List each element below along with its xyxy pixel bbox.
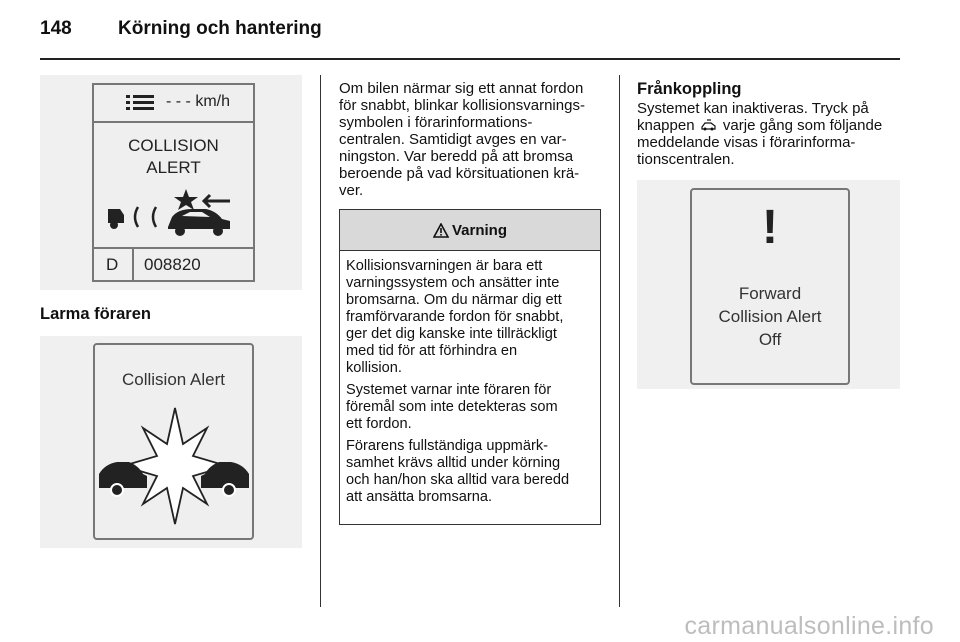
warning-title: Varning bbox=[451, 221, 507, 239]
right-paragraph bbox=[637, 100, 882, 168]
warning-box bbox=[339, 209, 601, 525]
warning-line: bromsarna. Om du närmar dig ett bbox=[346, 292, 562, 308]
section-heading-disable: Frånkoppling bbox=[637, 80, 742, 98]
column-divider-2 bbox=[619, 75, 620, 607]
fca-line-3: Off bbox=[758, 330, 782, 349]
gear-indicator: D bbox=[106, 255, 119, 274]
middle-line: ver. bbox=[339, 182, 364, 199]
middle-line: symbolen i förarinformations- bbox=[339, 114, 533, 131]
middle-line: beroende på vad körsituationen krä- bbox=[339, 165, 580, 182]
fca-line-1: Forward bbox=[738, 284, 802, 303]
column-divider-1 bbox=[320, 75, 321, 607]
warning-line: att ansätta bromsarna. bbox=[346, 489, 493, 505]
alert-line-1: COLLISION bbox=[128, 136, 219, 155]
page-title: Körning och hantering bbox=[118, 18, 322, 39]
right-line-start: knappen bbox=[637, 117, 695, 134]
collision-alert-title: Collision Alert bbox=[122, 370, 225, 389]
alert-line-2: ALERT bbox=[146, 158, 201, 177]
collision-alert-text bbox=[94, 135, 253, 179]
warning-line: Kollisionsvarningen är bara ett bbox=[346, 258, 543, 274]
section-heading-alert: Larma föraren bbox=[40, 305, 151, 323]
fca-off-message bbox=[692, 282, 848, 351]
speed-readout: - - - km/h bbox=[166, 93, 230, 110]
fca-off-panel bbox=[690, 188, 850, 385]
fca-line-2: Collision Alert bbox=[718, 307, 822, 326]
warning-line: ett fordon. bbox=[346, 416, 412, 432]
right-line: meddelande visas i förarinforma- bbox=[637, 134, 856, 151]
collision-warning-icon bbox=[106, 189, 246, 241]
middle-line: för snabbt, blinkar kollisionsvarnings- bbox=[339, 97, 585, 114]
right-line: Systemet kan inaktiveras. Tryck på bbox=[637, 100, 869, 117]
warning-line: samhet krävs alltid under körning bbox=[346, 455, 561, 471]
warning-line: Förarens fullständiga uppmärk- bbox=[346, 438, 548, 454]
warning-line: kollision. bbox=[346, 360, 402, 376]
middle-line: Om bilen närmar sig ett annat fordon bbox=[339, 80, 584, 97]
odometer-readout: 008820 bbox=[144, 255, 201, 274]
header-rule bbox=[40, 58, 900, 60]
page-number: 148 bbox=[40, 18, 72, 39]
warning-line: och han/hon ska alltid vara beredd bbox=[346, 472, 570, 488]
display-bottom-divider bbox=[132, 249, 134, 280]
figure-collision-alert bbox=[40, 336, 302, 548]
right-line-end: varje gång som följande bbox=[722, 117, 883, 134]
display-panel bbox=[92, 83, 255, 282]
right-line bbox=[637, 117, 882, 134]
collision-alert-panel bbox=[93, 343, 254, 540]
middle-paragraph bbox=[339, 80, 585, 199]
figure-cluster-display bbox=[40, 75, 302, 290]
warning-triangle-icon bbox=[433, 223, 449, 238]
middle-line: centralen. Samtidigt avges en var- bbox=[339, 131, 567, 148]
middle-line: ningston. Var beredd på att bromsa bbox=[339, 148, 574, 165]
warning-line: Systemet varnar inte föraren för bbox=[346, 382, 552, 398]
warning-line: varningssystem och ansätter inte bbox=[346, 275, 560, 291]
warning-line: föremål som inte detekteras som bbox=[346, 399, 558, 415]
collision-alert-button-icon bbox=[701, 119, 717, 131]
figure-fca-off bbox=[637, 180, 900, 389]
warning-line: ger det dig kanske inte tillräckligt bbox=[346, 326, 557, 342]
warning-line: framförvarande fordon för snabbt, bbox=[346, 309, 564, 325]
right-line: tionscentralen. bbox=[637, 151, 735, 168]
warning-header bbox=[340, 210, 600, 251]
exclamation-icon: ! bbox=[762, 201, 778, 254]
display-top-row bbox=[94, 85, 253, 123]
display-bottom-rule bbox=[94, 247, 253, 249]
watermark: carmanualsonline.info bbox=[684, 612, 934, 640]
crash-icon bbox=[95, 400, 253, 530]
warning-line: med tid för att förhindra en bbox=[346, 343, 518, 359]
list-menu-icon bbox=[126, 94, 156, 112]
warning-body bbox=[340, 251, 600, 506]
